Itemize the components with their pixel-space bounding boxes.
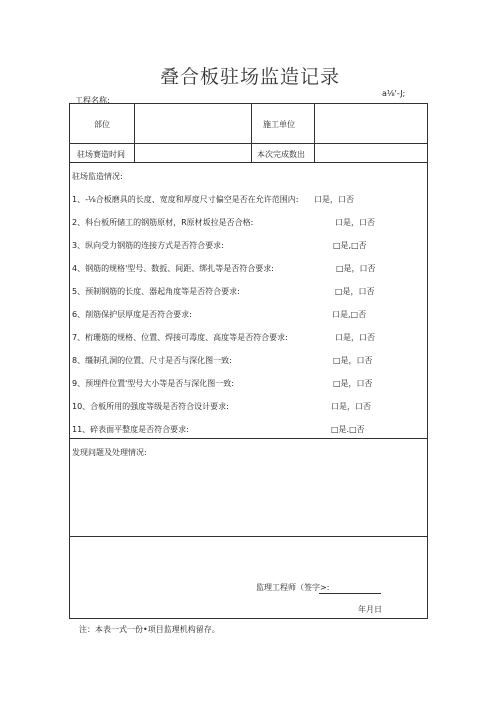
check-item-8: 8、缰制孔洞的位置、尺寸是否与深化图一致: (72, 356, 232, 365)
check-item-3: 3、纵向受力钢筋的连接方式是否符合要求: (72, 241, 224, 250)
check-item-4: 4、钢筋的规格'型号、数扳、间距、绑扎等是否符合要求: (72, 264, 274, 273)
contractor-value[interactable] (316, 106, 425, 142)
check-answer-8[interactable]: □是，口否 (333, 356, 373, 365)
check-answer-9[interactable]: □是，口否 (333, 379, 373, 388)
check-item-5: 5、预制钢筋的长度、器起角度等是否符合要求: (72, 287, 240, 296)
check-answer-10[interactable]: 口是，口否 (331, 402, 371, 411)
project-name-label: 工程名称: (75, 96, 110, 105)
header-row-divider (70, 143, 427, 144)
page-title: 叠合板驻场监造记录 (159, 66, 340, 88)
completed-quantity-label: 本次完成数出 (257, 150, 305, 159)
contractor-label: 施工单位 (263, 120, 295, 129)
signature-section-divider (70, 536, 427, 537)
check-answer-1[interactable]: 口是，口否 (314, 195, 354, 204)
check-item-1: 1、-⅛合板磨具的长度、宽度和厚度尺寸偏空是否在允许范围内: (72, 195, 299, 204)
check-item-2: 2、科台板所储工的钢筋原材，R原材坂拉是否合格: (72, 218, 254, 227)
check-item-10: 10、合板所用的强度等级是否符合设计要求: (72, 402, 229, 411)
problems-field[interactable] (72, 464, 425, 532)
completed-quantity-value[interactable] (316, 145, 425, 161)
check-item-9: 9、预埋件位置'型号大小等是否与深化图一致: (72, 379, 234, 388)
check-answer-4[interactable]: □是，口否 (336, 264, 376, 273)
check-answer-11[interactable]: □是.□否 (331, 425, 365, 434)
header-col-divider-3 (314, 104, 315, 162)
check-answer-7[interactable]: 口是，口否 (335, 333, 375, 342)
date-label: 年月日 (358, 605, 382, 614)
signature-line[interactable] (319, 593, 381, 594)
check-answer-5[interactable]: □是，口否 (335, 287, 375, 296)
location-label: 部位 (94, 120, 110, 129)
problems-section-divider (70, 438, 427, 439)
header-col-divider-2 (251, 104, 252, 162)
check-item-6: 6、削筋保护层厚度是否符合要求: (72, 310, 192, 319)
supervision-time-label: 驻场赛造时间 (77, 150, 125, 159)
location-value[interactable] (136, 106, 249, 142)
signature-label: 监理工程师（签字>: (256, 583, 330, 592)
problems-label: 发现问题及处理情况: (72, 448, 147, 457)
situation-label: 驻场监造情况: (72, 172, 123, 181)
supervision-time-value[interactable] (136, 145, 249, 161)
check-answer-2[interactable]: 口是，口否 (335, 218, 375, 227)
check-answer-3[interactable]: □是,□否 (333, 241, 367, 250)
footer-note: 注：本表一式一份•项目监理机构留存。 (79, 625, 220, 634)
record-form (69, 103, 428, 619)
header-bottom-divider (70, 162, 427, 163)
check-answer-6[interactable]: 口是,□否 (332, 310, 367, 319)
header-col-divider-1 (134, 104, 135, 162)
check-item-11: 11、碎表面平整度是否符合要求: (72, 425, 189, 434)
page-code: a⅛'-J; (382, 89, 406, 98)
check-item-7: 7、桁珊筋的规格、位置、焊接可毒度、高度等是否符合要求: (72, 333, 288, 342)
